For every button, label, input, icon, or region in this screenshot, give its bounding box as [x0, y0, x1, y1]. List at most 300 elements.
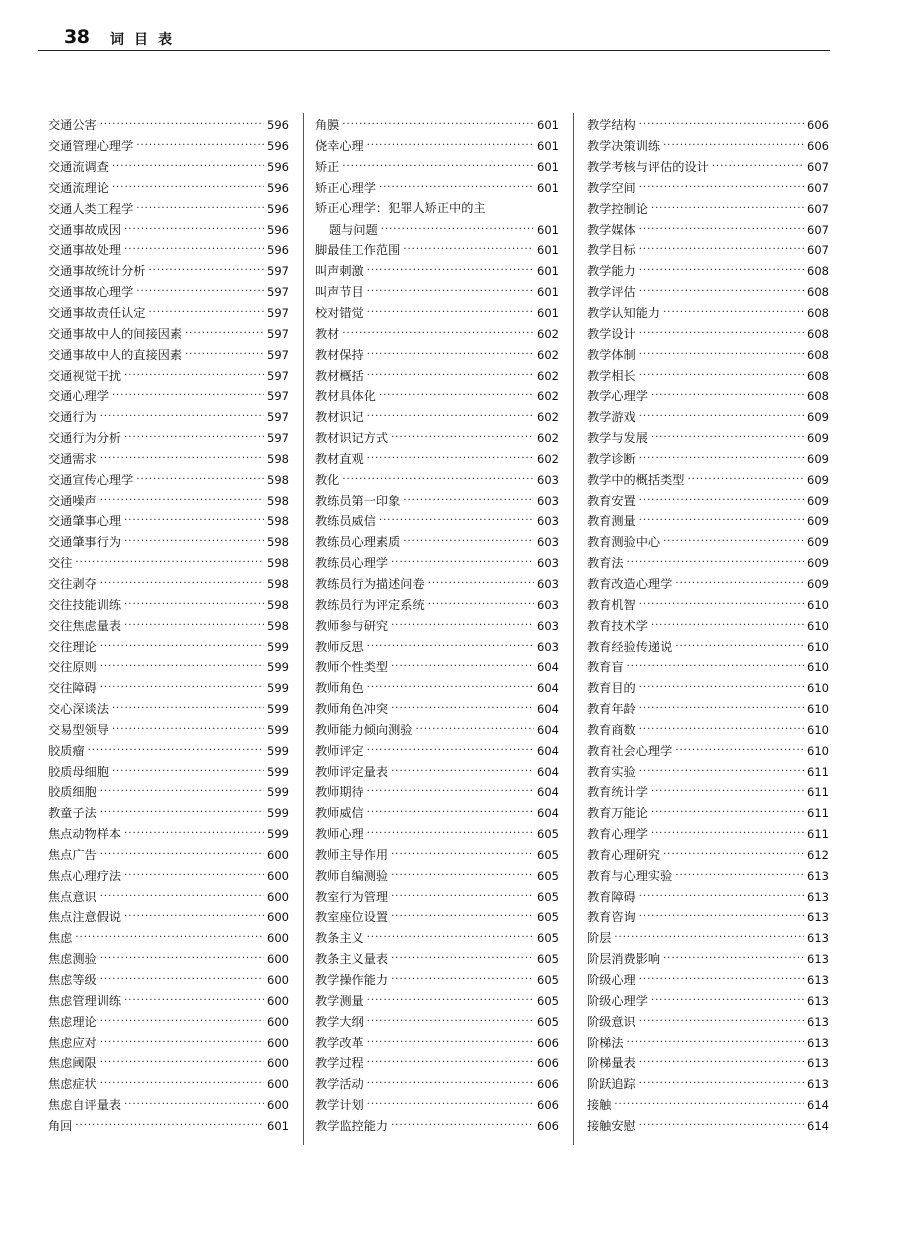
index-entry	[48, 240, 289, 261]
dot-leader	[367, 449, 534, 469]
entry-term: 教育测量	[587, 514, 636, 529]
entry-term: 教学相长	[587, 368, 636, 383]
entry-term: 教材直观	[315, 451, 364, 466]
entry-page-number: 610	[807, 597, 829, 612]
dot-leader	[136, 470, 264, 490]
entry-term: 焦虑理论	[48, 1014, 97, 1029]
entry-page-number: 599	[267, 722, 289, 737]
header-rule	[38, 50, 830, 51]
entry-page-number: 609	[807, 493, 829, 508]
dot-leader	[675, 637, 804, 657]
dot-leader	[391, 1116, 534, 1136]
index-column-1	[48, 115, 289, 1136]
entry-page-number: 604	[537, 660, 559, 675]
dot-leader	[651, 803, 804, 823]
page-number: 38	[64, 26, 90, 48]
index-entry	[315, 511, 559, 532]
dot-leader	[391, 616, 534, 636]
entry-page-number: 613	[807, 1056, 829, 1071]
index-entry	[315, 824, 559, 845]
entry-page-number: 613	[807, 952, 829, 967]
index-entry	[48, 949, 289, 970]
dot-leader	[639, 699, 804, 719]
dot-leader	[100, 574, 264, 594]
dot-leader	[651, 782, 804, 802]
index-entry	[48, 115, 289, 136]
entry-page-number: 605	[537, 827, 559, 842]
dot-leader	[639, 511, 804, 531]
entry-page-number: 597	[267, 285, 289, 300]
entry-term: 角膜	[315, 118, 340, 133]
index-entry	[315, 949, 559, 970]
entry-term: 脚最佳工作范围	[315, 243, 401, 258]
entry-page-number: 601	[537, 285, 559, 300]
entry-term: 教学过程	[315, 1056, 364, 1071]
entry-page-number: 599	[267, 827, 289, 842]
entry-page-number: 609	[807, 410, 829, 425]
entry-term: 阶跃追踪	[587, 1077, 636, 1092]
entry-page-number: 609	[807, 451, 829, 466]
dot-leader	[381, 220, 534, 240]
entry-term: 焦虑自评量表	[48, 1098, 122, 1113]
index-entry	[315, 282, 559, 303]
dot-leader	[112, 386, 264, 406]
dot-leader	[651, 199, 804, 219]
dot-leader	[112, 178, 264, 198]
dot-leader	[403, 491, 534, 511]
entry-page-number: 598	[267, 451, 289, 466]
entry-term: 教育统计学	[587, 785, 648, 800]
index-entry	[587, 636, 829, 657]
index-entry	[315, 323, 559, 344]
entry-page-number: 602	[537, 326, 559, 341]
dot-leader	[100, 949, 264, 969]
dot-leader	[639, 887, 804, 907]
dot-leader	[639, 1053, 804, 1073]
entry-term: 角回	[48, 1118, 73, 1133]
dot-leader	[124, 991, 264, 1011]
index-entry	[315, 407, 559, 428]
entry-page-number: 604	[537, 722, 559, 737]
dot-leader	[100, 115, 264, 135]
entry-term: 教练员威信	[315, 514, 376, 529]
entry-term: 焦虑等级	[48, 973, 97, 988]
entry-page-number: 601	[537, 264, 559, 279]
dot-leader	[367, 741, 534, 761]
entry-page-number: 605	[537, 868, 559, 883]
entry-term: 教师自编测验	[315, 868, 389, 883]
index-entry	[587, 532, 829, 553]
entry-term: 交通行为	[48, 410, 97, 425]
dot-leader	[651, 428, 804, 448]
entry-page-number: 613	[807, 973, 829, 988]
entry-term: 焦虑应对	[48, 1035, 97, 1050]
index-entry	[48, 1053, 289, 1074]
dot-leader	[149, 303, 265, 323]
entry-page-number: 612	[807, 847, 829, 862]
index-entry	[315, 261, 559, 282]
index-entry	[587, 323, 829, 344]
entry-page-number: 601	[537, 160, 559, 175]
index-entry	[315, 782, 559, 803]
entry-page-number: 599	[267, 660, 289, 675]
entry-page-number: 596	[267, 180, 289, 195]
entry-term: 交通流理论	[48, 180, 109, 195]
index-entry	[48, 782, 289, 803]
index-entry	[587, 594, 829, 615]
entry-page-number: 604	[537, 806, 559, 821]
entry-page-number: 596	[267, 139, 289, 154]
index-entry	[48, 761, 289, 782]
dot-leader	[639, 407, 804, 427]
index-entry	[315, 657, 559, 678]
dot-leader	[342, 324, 534, 344]
index-entry	[587, 553, 829, 574]
index-entry	[587, 574, 829, 595]
column-divider-1	[303, 113, 304, 1145]
entry-term: 教学心理学	[587, 389, 648, 404]
index-entry	[587, 719, 829, 740]
index-entry	[48, 824, 289, 845]
index-entry	[315, 1074, 559, 1095]
entry-term: 教学媒体	[587, 222, 636, 237]
dot-leader	[639, 366, 804, 386]
entry-term: 焦虑管理训练	[48, 993, 122, 1008]
entry-term: 胶质瘤	[48, 743, 85, 758]
entry-term: 教化	[315, 472, 340, 487]
dot-leader	[100, 782, 264, 802]
entry-term: 教练员心理素质	[315, 535, 401, 550]
index-entry	[48, 657, 289, 678]
index-entry	[48, 615, 289, 636]
entry-page-number: 605	[537, 1014, 559, 1029]
entry-term: 交通事故处理	[48, 243, 122, 258]
index-entry	[48, 1095, 289, 1116]
dot-leader	[124, 616, 264, 636]
dot-leader	[100, 678, 264, 698]
entry-term: 教师评定量表	[315, 764, 389, 779]
dot-leader	[391, 887, 534, 907]
entry-page-number: 600	[267, 1077, 289, 1092]
dot-leader	[136, 199, 264, 219]
index-entry	[587, 1053, 829, 1074]
dot-leader	[367, 1033, 534, 1053]
entry-page-number: 601	[267, 1118, 289, 1133]
entry-term: 焦虑症状	[48, 1077, 97, 1092]
index-entry	[587, 282, 829, 303]
dot-leader	[639, 720, 804, 740]
index-entry	[587, 178, 829, 199]
entry-term: 交通视觉干扰	[48, 368, 122, 383]
dot-leader	[428, 574, 534, 594]
index-entry	[315, 240, 559, 261]
entry-page-number: 608	[807, 326, 829, 341]
dot-leader	[639, 282, 804, 302]
dot-leader	[663, 532, 804, 552]
index-entry	[315, 386, 559, 407]
entry-page-number: 600	[267, 910, 289, 925]
entry-term: 教育万能论	[587, 806, 648, 821]
entry-page-number: 608	[807, 285, 829, 300]
index-entry	[48, 407, 289, 428]
entry-term: 教学体制	[587, 347, 636, 362]
index-entry	[48, 386, 289, 407]
index-entry	[587, 1074, 829, 1095]
index-entry-continuation	[315, 219, 559, 240]
entry-page-number: 600	[267, 1035, 289, 1050]
index-entry	[48, 553, 289, 574]
dot-leader	[367, 678, 534, 698]
entry-page-number: 599	[267, 639, 289, 654]
dot-leader	[136, 136, 264, 156]
entry-term: 焦点广告	[48, 847, 97, 862]
index-entry	[587, 344, 829, 365]
entry-term: 交通事故责任认定	[48, 306, 146, 321]
index-entry	[587, 907, 829, 928]
dot-leader	[428, 595, 534, 615]
index-entry	[315, 970, 559, 991]
dot-leader	[124, 595, 264, 615]
entry-term: 交往	[48, 556, 73, 571]
dot-leader	[651, 386, 804, 406]
index-entry	[48, 740, 289, 761]
entry-term: 教师主导作用	[315, 847, 389, 862]
index-entry	[315, 719, 559, 740]
dot-leader	[675, 741, 804, 761]
dot-leader	[124, 240, 264, 260]
index-entry	[587, 407, 829, 428]
index-entry	[48, 803, 289, 824]
entry-page-number: 602	[537, 410, 559, 425]
index-entry	[587, 949, 829, 970]
entry-page-number: 608	[807, 264, 829, 279]
entry-page-number: 613	[807, 1077, 829, 1092]
index-entry	[315, 1032, 559, 1053]
entry-term: 教学改革	[315, 1035, 364, 1050]
entry-page-number: 604	[537, 764, 559, 779]
entry-term: 教条主义量表	[315, 952, 389, 967]
dot-leader	[124, 1095, 264, 1115]
dot-leader	[100, 491, 264, 511]
dot-leader	[391, 553, 534, 573]
entry-page-number: 610	[807, 722, 829, 737]
entry-term: 教育机智	[587, 597, 636, 612]
entry-term: 教学与发展	[587, 431, 648, 446]
dot-leader	[639, 178, 804, 198]
entry-page-number: 609	[807, 556, 829, 571]
entry-page-number: 611	[807, 785, 829, 800]
entry-term: 焦点意识	[48, 889, 97, 904]
entry-page-number: 609	[807, 514, 829, 529]
index-entry	[587, 761, 829, 782]
index-entry	[48, 261, 289, 282]
entry-page-number: 603	[537, 514, 559, 529]
index-entry	[48, 719, 289, 740]
entry-term: 阶层消费影响	[587, 952, 661, 967]
entry-term: 交通事故统计分析	[48, 264, 146, 279]
dot-leader	[391, 970, 534, 990]
index-entry	[587, 782, 829, 803]
entry-page-number: 608	[807, 389, 829, 404]
index-entry	[48, 1032, 289, 1053]
entry-page-number: 614	[807, 1118, 829, 1133]
index-entry	[587, 386, 829, 407]
dot-leader	[391, 845, 534, 865]
dot-leader	[100, 803, 264, 823]
entry-term: 交通流调查	[48, 160, 109, 175]
entry-page-number: 606	[537, 1035, 559, 1050]
dot-leader	[112, 157, 264, 177]
entry-page-number: 610	[807, 618, 829, 633]
entry-page-number: 600	[267, 931, 289, 946]
index-entry	[587, 490, 829, 511]
entry-term: 交通肇事行为	[48, 535, 122, 550]
index-entry	[48, 907, 289, 928]
entry-term: 教学控制论	[587, 201, 648, 216]
dot-leader	[627, 1033, 804, 1053]
index-entry	[587, 365, 829, 386]
index-entry	[315, 865, 559, 886]
entry-term: 交通事故中人的直接因素	[48, 347, 183, 362]
entry-page-number: 607	[807, 201, 829, 216]
index-entry	[587, 115, 829, 136]
entry-term: 阶梯法	[587, 1035, 624, 1050]
entry-term: 教学认知能力	[587, 306, 661, 321]
dot-leader	[639, 762, 804, 782]
entry-term: 交通事故成因	[48, 222, 122, 237]
index-entry	[48, 594, 289, 615]
entry-page-number: 597	[267, 306, 289, 321]
entry-page-number: 613	[807, 910, 829, 925]
index-entry	[315, 845, 559, 866]
index-entry	[587, 157, 829, 178]
entry-term: 交通公害	[48, 118, 97, 133]
running-head: 词目表	[110, 32, 182, 48]
entry-term: 教学结构	[587, 118, 636, 133]
index-entry	[315, 469, 559, 490]
index-entry	[587, 865, 829, 886]
index-entry	[587, 928, 829, 949]
dot-leader	[391, 428, 534, 448]
index-entry	[587, 136, 829, 157]
index-entry	[587, 261, 829, 282]
entry-term: 教师威信	[315, 806, 364, 821]
entry-term: 教学计划	[315, 1098, 364, 1113]
entry-page-number: 603	[537, 535, 559, 550]
entry-term: 阶层	[587, 931, 612, 946]
entry-page-number: 597	[267, 389, 289, 404]
index-entry	[315, 490, 559, 511]
dot-leader	[712, 157, 804, 177]
index-entry	[48, 178, 289, 199]
index-entry	[48, 449, 289, 470]
entry-term: 交通需求	[48, 451, 97, 466]
entry-term: 侥幸心理	[315, 139, 364, 154]
entry-page-number: 600	[267, 889, 289, 904]
dot-leader	[391, 949, 534, 969]
entry-page-number: 607	[807, 160, 829, 175]
dot-leader	[639, 1012, 804, 1032]
entry-page-number: 613	[807, 931, 829, 946]
entry-term: 教练员行为描述问卷	[315, 576, 425, 591]
entry-term: 交通肇事心理	[48, 514, 122, 529]
dot-leader	[100, 1033, 264, 1053]
entry-page-number: 597	[267, 368, 289, 383]
entry-page-number: 602	[537, 347, 559, 362]
index-entry	[587, 970, 829, 991]
dot-leader	[149, 261, 265, 281]
entry-page-number: 596	[267, 243, 289, 258]
entry-page-number: 601	[537, 139, 559, 154]
entry-term: 教育障碍	[587, 889, 636, 904]
entry-term: 教育经验传递说	[587, 639, 673, 654]
entry-page-number: 602	[537, 451, 559, 466]
index-entry	[315, 303, 559, 324]
dot-leader	[379, 178, 534, 198]
index-entry	[315, 886, 559, 907]
entry-page-number: 609	[807, 576, 829, 591]
entry-term: 教师心理	[315, 827, 364, 842]
entry-term: 教材	[315, 326, 340, 341]
dot-leader	[367, 261, 534, 281]
dot-leader	[379, 511, 534, 531]
entry-page-number: 598	[267, 556, 289, 571]
index-entry	[48, 282, 289, 303]
dot-leader	[136, 282, 264, 302]
entry-term: 教练员心理学	[315, 556, 389, 571]
entry-page-number: 614	[807, 1098, 829, 1113]
dot-leader	[112, 762, 264, 782]
dot-leader	[100, 887, 264, 907]
entry-page-number: 613	[807, 1014, 829, 1029]
entry-term: 矫正心理学：犯罪人矫正中的主	[315, 201, 486, 216]
entry-page-number: 605	[537, 889, 559, 904]
dot-leader	[124, 220, 264, 240]
dot-leader	[367, 1012, 534, 1032]
entry-term: 叫声节目	[315, 285, 364, 300]
entry-page-number: 603	[537, 639, 559, 654]
entry-term: 交易型领导	[48, 722, 109, 737]
dot-leader	[639, 345, 804, 365]
index-entry	[48, 1011, 289, 1032]
entry-page-number: 606	[537, 1056, 559, 1071]
dot-leader	[639, 220, 804, 240]
dot-leader	[639, 261, 804, 281]
index-entry	[48, 886, 289, 907]
index-entry	[48, 469, 289, 490]
index-entry	[587, 845, 829, 866]
entry-term: 接触	[587, 1098, 612, 1113]
entry-term: 交往技能训练	[48, 597, 122, 612]
entry-term: 教育商数	[587, 722, 636, 737]
entry-term: 交往剥夺	[48, 576, 97, 591]
entry-term: 教育安置	[587, 493, 636, 508]
entry-page-number: 603	[537, 493, 559, 508]
entry-term: 交往理论	[48, 639, 97, 654]
entry-page-number: 605	[537, 993, 559, 1008]
entry-term: 焦虑阈限	[48, 1056, 97, 1071]
entry-page-number: 604	[537, 785, 559, 800]
index-entry	[48, 1116, 289, 1137]
dot-leader	[112, 699, 264, 719]
entry-term: 教学游戏	[587, 410, 636, 425]
dot-leader	[651, 824, 804, 844]
entry-term: 教学操作能力	[315, 973, 389, 988]
entry-term: 教材识记	[315, 410, 364, 425]
entry-page-number: 606	[537, 1098, 559, 1113]
index-entry	[48, 198, 289, 219]
entry-page-number: 608	[807, 368, 829, 383]
